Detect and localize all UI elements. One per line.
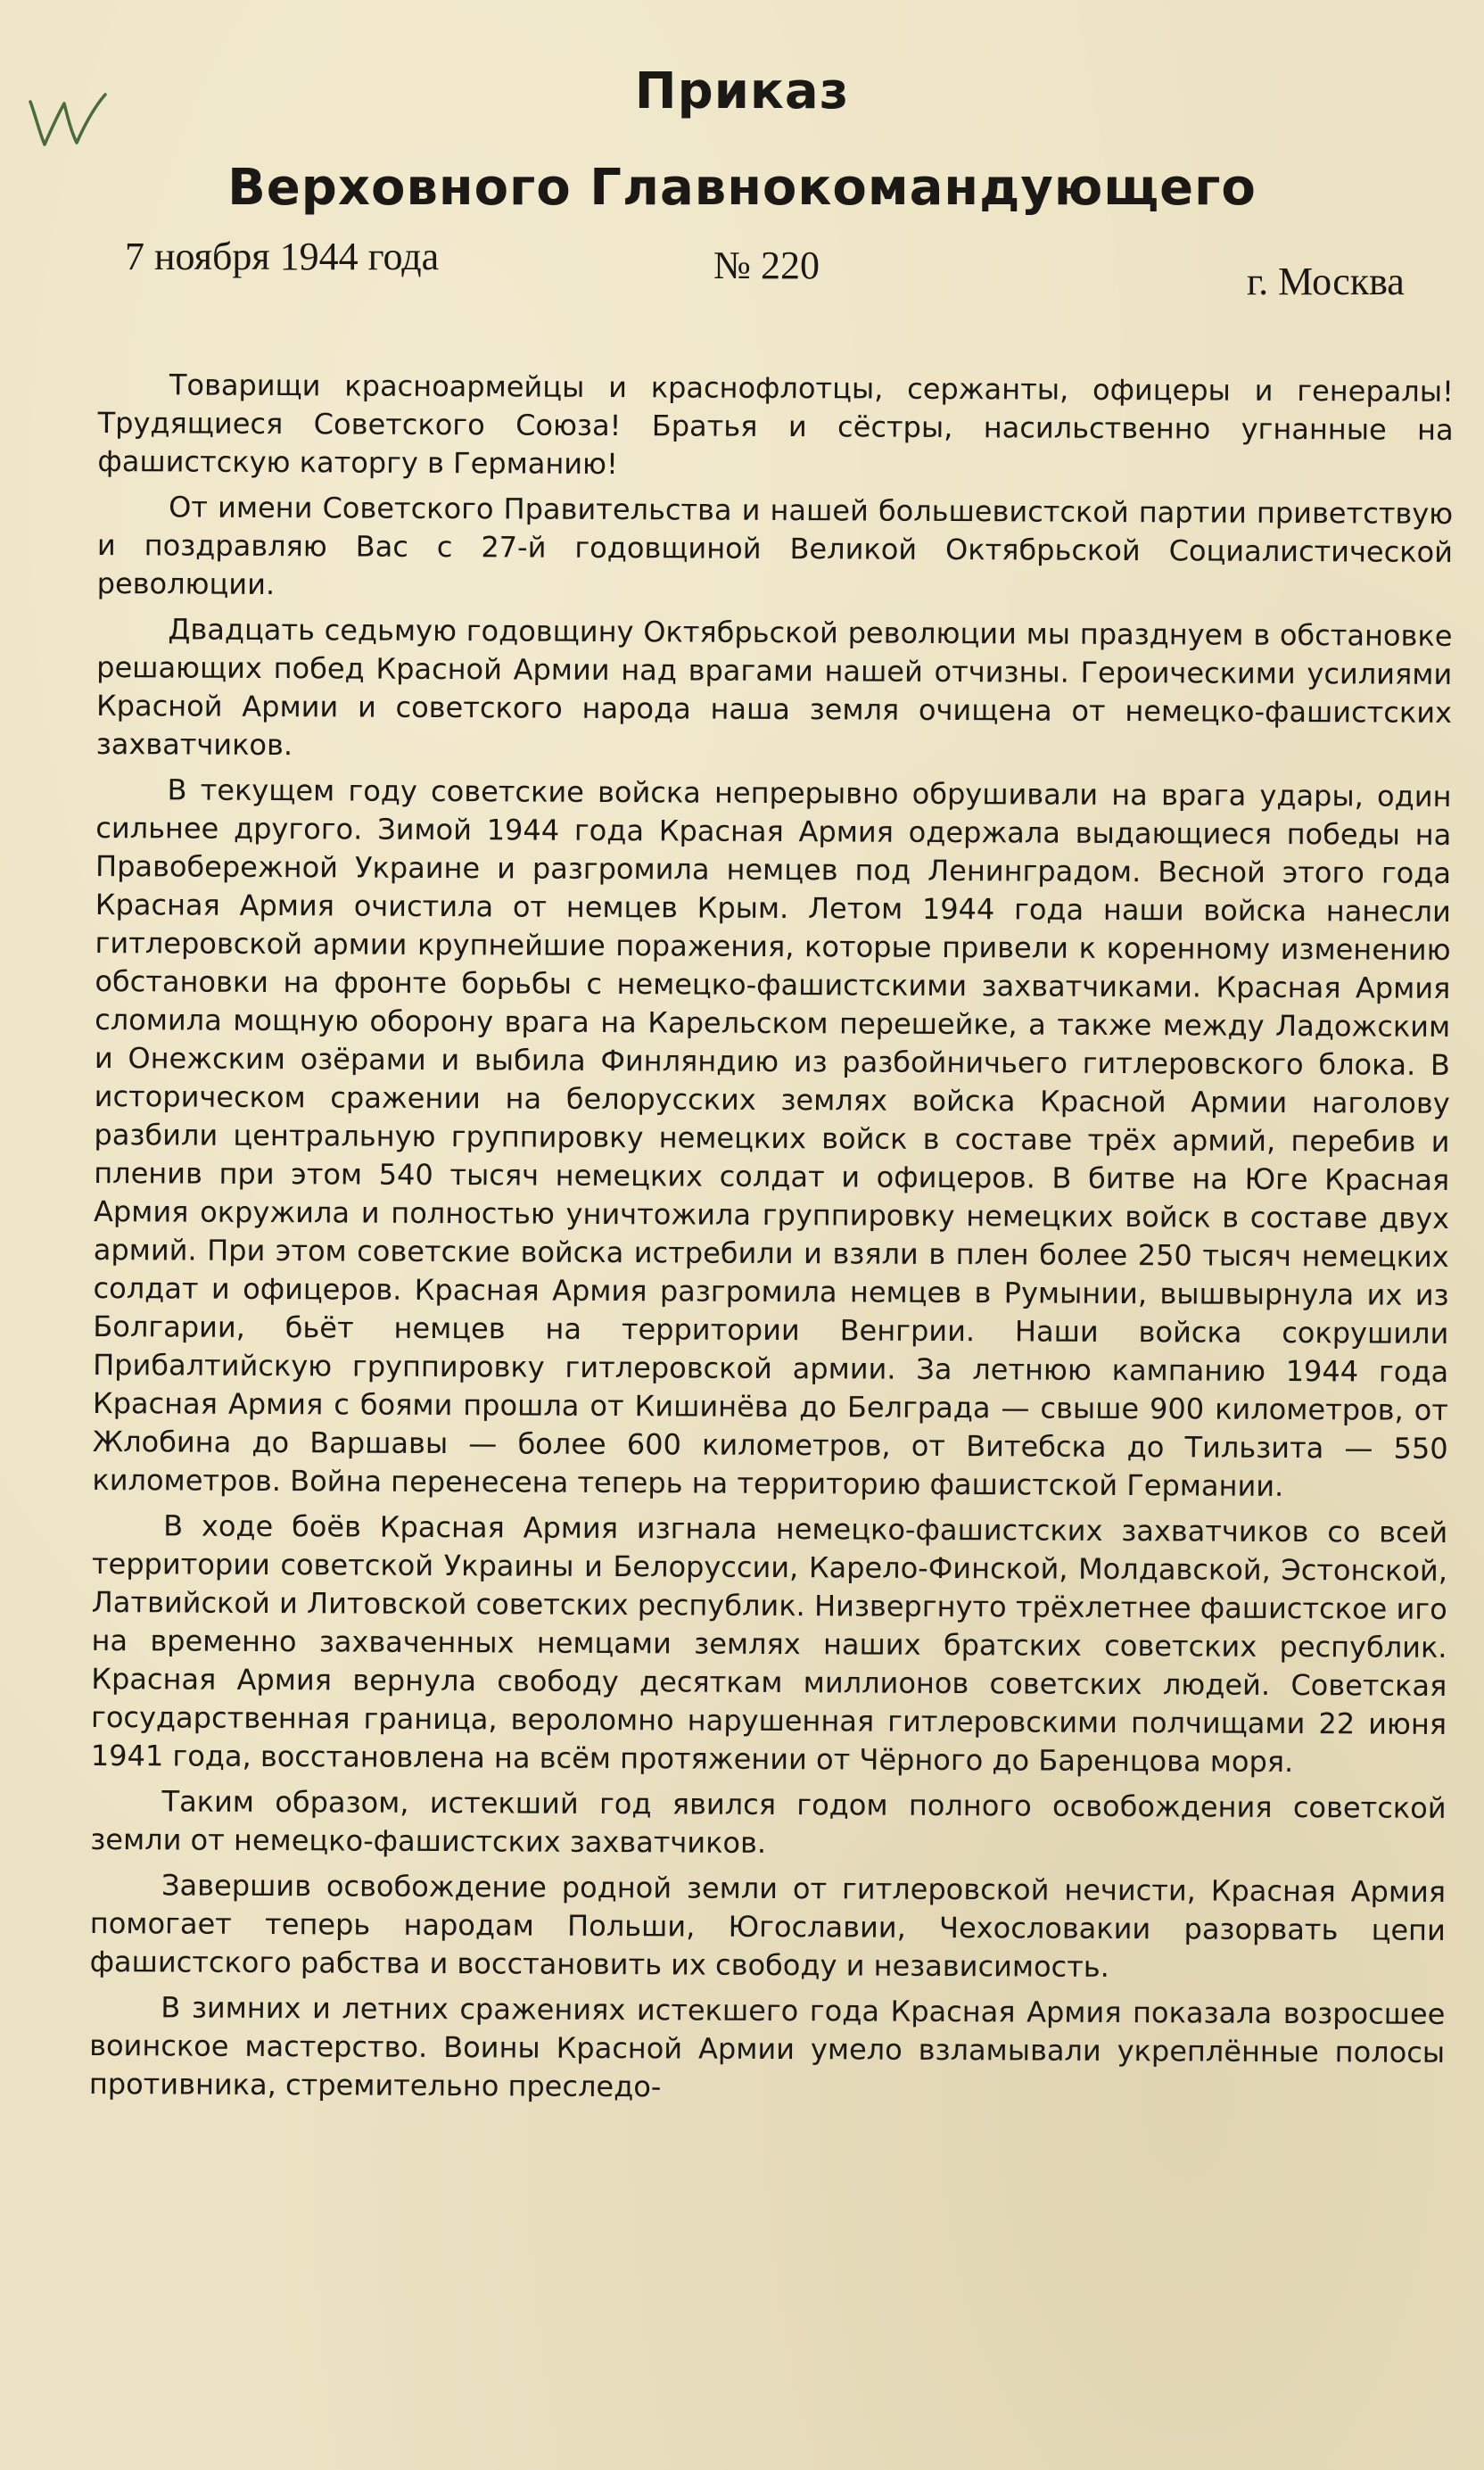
order-number: № 220 [713,244,820,287]
paragraph: В ходе боёв Красная Армия изгнала немецко-фашистских захватчиков со всей территории советской Украины и Белоруссии, Карело-Финской, Молдавской, Эстонской, Латвийской и Литовской советских республик. Низвергнуто трёхлетнее фашистское иго на временно захваченных немцами землях наших братских советских республик. Красная Армия вернула свободу десяткам миллионов советских людей. Советская государственная граница, вероломно нарушенная гитлеровскими полчищами 22 июня 1941 года, восстановлена на всём протяжении от Чёрного до Баренцова моря. [90,1508,1448,1780]
paragraph: В текущем году советские войска непрерывно обрушивали на врага удары, один сильнее другого. Зимой 1944 года Красная Армия одержала выдающиеся победы на Правобережной Украине и разгромила немцев под Ленинградом. Весной этого года Красная Армия очистила от немцев Крым. Летом 1944 года наши войска нанесли гитлеровской армии крупнейшие поражения, которые привели к коренному изменению обстановки на фронте борьбы с немецко-фашистскими захватчиками. Красная Армия сломила мощную оборону врага на Карельском перешейке, а также между Ладожским и Онежским озёрами и выбила Финляндию из разбойничьего гитлеровского блока. В историческом сражении на белорусских землях войска Красной Армии наголову разбили центральную группировку немецких войск в составе трёх армий, перебив и пленив при этом 540 тысяч немецких солдат и офицеров. В битве на Юге Красная Армия окружила и полностью уничтожила группировку немецких войск в составе двух армий. При этом советские войска истребили и взяли в плен более 250 тысяч немецких солдат и офицеров. Красная Армия разгромила немцев в Румынии, вышвырнула их из Болгарии, бьёт немцев на территории Венгрии. Наши войска сокрушили Прибалтийскую группировку гитлеровской армии. За летнюю кампанию 1944 года Красная Армия с боями прошла от Кишинёва до Белграда — свыше 900 километров, от Жлобина до Варшавы — более 600 километров, от Витебска до Тильзита — 550 километров. Война перенесена теперь на территорию фашистской Германии. [92,772,1452,1503]
paragraph: Завершив освобождение родной земли от гитлеровской нечисти, Красная Армия помогает теперь народам Польши, Югославии, Чехословакии разорвать цепи фашистского рабства и восстановить их свободу и независимость. [89,1868,1447,1984]
order-body [89,366,1454,2118]
paragraph: Товарищи красноармейцы и краснофлотцы, сержанты, офицеры и генералы! Трудящиеся Советского Союза! Братья и сёстры, насильственно угнанные на фашистскую каторгу в Германию! [97,368,1454,482]
paragraph: От имени Советского Правительства и нашей большевистской партии приветствую и поздравляю Вас с 27-й годовщиной Великой Октябрьской Социалистической революции. [96,490,1454,602]
paragraph: В зимних и летних сражениях истекшего года Красная Армия показала возросшее воинское мастерство. Воины Красной Армии умело взламывали укреплённые полосы противника, стремительно преследо- [88,1990,1446,2104]
document-subtitle: Верховного Главнокомандующего [227,159,1257,217]
order-place: г. Москва [1247,260,1405,303]
paragraph: Таким образом, истекший год явился годом полного освобождения советской земли от немецко-фашистских захватчиков. [90,1784,1447,1860]
order-date: 7 ноября 1944 года [125,235,440,278]
paragraph: Двадцать седьмую годовщину Октябрьской революции мы празднуем в обстановке решающих побед Красной Армии над врагами нашей отчизны. Героическими усилиями Красной Армии и советского народа наша земля очищена от немецко-фашистских захватчиков. [95,612,1453,763]
document-title: Приказ [634,62,850,120]
